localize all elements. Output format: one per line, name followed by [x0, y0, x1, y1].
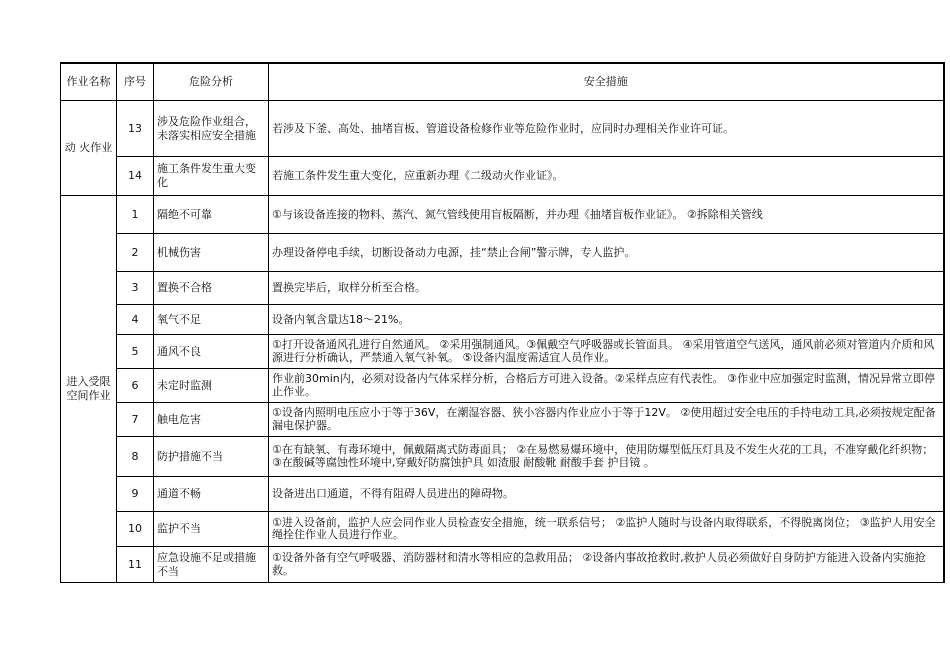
measure-cell: ①打开设备通风孔进行自然通风。 ②采用强制通风。③佩戴空气呼吸器或长管面具。 ④采用管道空气送风，通风前必须对管道内介质和风源进行分析确认，严禁通入氧气补氧。 ⑤设备内温度需适宜人员作业。	[269, 335, 944, 369]
measure-cell: 设备进出口通道，不得有阻碍人员进出的障碍物。	[269, 477, 944, 512]
table-row	[61, 437, 944, 477]
table-row	[61, 305, 944, 335]
hazard-cell: 置换不合格	[154, 272, 269, 305]
table-row	[61, 157, 944, 196]
table-row	[61, 477, 944, 512]
row-number: 5	[117, 335, 154, 369]
measure-cell: 设备内氧含量达18～21%。	[269, 305, 944, 335]
table-row	[61, 196, 944, 234]
row-number: 3	[117, 272, 154, 305]
measure-cell: ①设备外备有空气呼吸器、消防器材和清水等相应的急救用品； ②设备内事故抢救时,救护人员必须做好自身防护方能进入设备内实施抢救。	[269, 547, 944, 583]
hazard-cell: 监护不当	[154, 512, 269, 547]
row-number: 4	[117, 305, 154, 335]
header-safety-measures: 安全措施	[269, 63, 944, 101]
table-row	[61, 234, 944, 272]
row-number: 13	[117, 101, 154, 157]
row-number: 1	[117, 196, 154, 234]
row-number: 10	[117, 512, 154, 547]
table-row	[61, 512, 944, 547]
header-hazard-analysis: 危险分析	[154, 63, 269, 101]
table-row	[61, 369, 944, 403]
measure-cell: ①与该设备连接的物料、蒸汽、氮气管线使用盲板隔断，并办理《抽堵盲板作业证》。 ②拆除相关管线	[269, 196, 944, 234]
hazard-cell: 防护措施不当	[154, 437, 269, 477]
table-row	[61, 403, 944, 437]
measure-cell: 若施工条件发生重大变化，应重新办理《二级动火作业证》。	[269, 157, 944, 196]
hazard-cell: 隔绝不可靠	[154, 196, 269, 234]
table-row	[61, 547, 944, 583]
table-row	[61, 272, 944, 305]
hazard-cell: 未定时监测	[154, 369, 269, 403]
row-number: 2	[117, 234, 154, 272]
hazard-cell: 机械伤害	[154, 234, 269, 272]
table-row	[61, 101, 944, 157]
header-job-name: 作业名称	[61, 63, 117, 101]
measure-cell: 办理设备停电手续，切断设备动力电源，挂“禁止合闸”警示牌，专人监护。	[269, 234, 944, 272]
hazard-cell: 涉及危险作业组合，未落实相应安全措施	[154, 101, 269, 157]
hazard-cell: 通道不畅	[154, 477, 269, 512]
hazard-cell: 应急设施不足或措施不当	[154, 547, 269, 583]
measure-cell: 置换完毕后，取样分析至合格。	[269, 272, 944, 305]
job-name-confined-space: 进入受限空间作业	[61, 196, 117, 583]
hazard-cell: 触电危害	[154, 403, 269, 437]
hazard-cell: 通风不良	[154, 335, 269, 369]
row-number: 7	[117, 403, 154, 437]
row-number: 14	[117, 157, 154, 196]
table-row	[61, 335, 944, 369]
row-number: 8	[117, 437, 154, 477]
measure-cell: ①在有缺氧、有毒环境中，佩戴隔离式防毒面具； ②在易燃易爆环境中，使用防爆型低压灯具及不发生火花的工具，不准穿戴化纤织物； ③在酸碱等腐蚀性环境中,穿戴好防腐蚀护具 如渣服 耐酸靴 耐酸手套 护目镜 。	[269, 437, 944, 477]
hazard-cell: 施工条件发生重大变化	[154, 157, 269, 196]
job-name-hot-work: 动 火作业	[61, 101, 117, 196]
measure-cell: ①设备内照明电压应小于等于36V，在潮湿容器、狭小容器内作业应小于等于12V。 ②使用超过安全电压的手持电动工具,必须按规定配备漏电保护器。	[269, 403, 944, 437]
table-header-row	[61, 63, 944, 101]
header-number: 序号	[117, 63, 154, 101]
measure-cell: ①进入设备前，监护人应会同作业人员检查安全措施，统一联系信号； ②监护人随时与设备内取得联系，不得脱离岗位； ③监护人用安全绳拴住作业人员进行作业。	[269, 512, 944, 547]
measure-cell: 作业前30min内，必须对设备内气体采样分析，合格后方可进入设备。②采样点应有代表性。 ③作业中应加强定时监测，情况异常立即停止作业。	[269, 369, 944, 403]
measure-cell: 若涉及下釜、高处、抽堵盲板、管道设备检修作业等危险作业时，应同时办理相关作业许可证。	[269, 101, 944, 157]
row-number: 11	[117, 547, 154, 583]
row-number: 9	[117, 477, 154, 512]
row-number: 6	[117, 369, 154, 403]
hazard-cell: 氧气不足	[154, 305, 269, 335]
safety-measures-table	[60, 62, 945, 583]
